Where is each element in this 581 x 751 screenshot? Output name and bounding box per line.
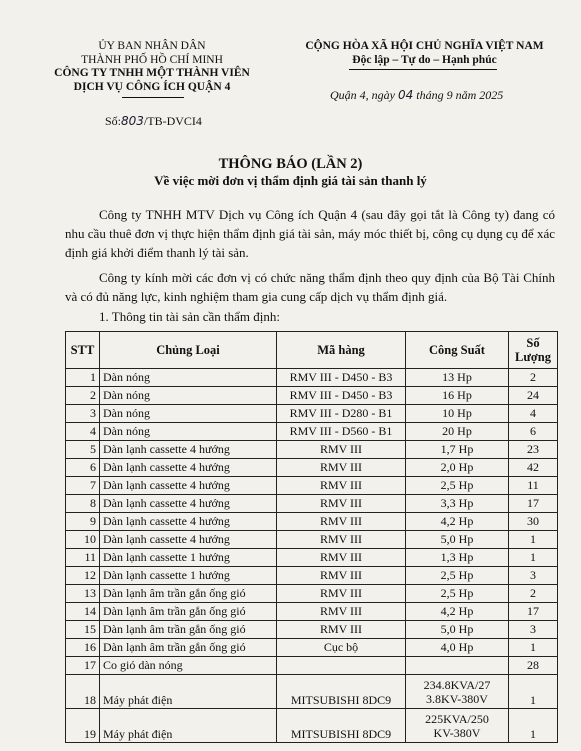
cell-type: Dàn nóng	[100, 423, 277, 441]
cell-stt: 16	[66, 639, 100, 657]
table-row	[66, 441, 558, 459]
cell-type: Dàn lạnh cassette 4 hướng	[100, 441, 277, 459]
cell-model: RMV III	[277, 585, 406, 603]
cell-type: Dàn nóng	[100, 387, 277, 405]
capacity-line: KV-380V	[433, 725, 481, 740]
cell-stt: 6	[66, 459, 100, 477]
cell-type: Dàn lạnh âm trần gắn ống gió	[100, 621, 277, 639]
issuer-underline	[122, 97, 184, 98]
table-row	[66, 567, 558, 585]
section-asset-info: 1. Thông tin tài sản cần thẩm định:	[99, 309, 281, 324]
cell-type: Máy phát điện	[100, 675, 277, 709]
cell-capacity: 4,0 Hp	[406, 639, 509, 657]
cell-capacity: 1,3 Hp	[406, 549, 509, 567]
cell-qty: 30	[509, 513, 558, 531]
cell-stt: 7	[66, 477, 100, 495]
cell-model: RMV III	[277, 549, 406, 567]
table-row	[66, 657, 558, 675]
doc-number-suffix: /TB-DVCI4	[143, 114, 202, 128]
cell-stt: 13	[66, 585, 100, 603]
cell-capacity: 4,2 Hp	[406, 513, 509, 531]
cell-qty: 3	[509, 567, 558, 585]
cell-model: RMV III	[277, 621, 406, 639]
cell-qty: 28	[509, 657, 558, 675]
cell-stt: 4	[66, 423, 100, 441]
cell-model: RMV III - D280 - B1	[277, 405, 406, 423]
cell-model	[277, 657, 406, 675]
doc-number-prefix: Số:	[105, 114, 122, 128]
cell-capacity: 2,5 Hp	[406, 477, 509, 495]
cell-capacity: 5,0 Hp	[406, 621, 509, 639]
cell-stt: 12	[66, 567, 100, 585]
table-row	[66, 405, 558, 423]
table-row	[66, 495, 558, 513]
cell-qty: 3	[509, 621, 558, 639]
table-row	[66, 603, 558, 621]
cell-stt: 1	[66, 369, 100, 387]
paragraph-invitation: Công ty kính mời các đơn vị có chức năng thẩm định theo quy định của Bộ Tài Chính và có đủ năng lực, kinh nghiệm tham gia cung cấp dịch vụ thẩm định giá.	[65, 270, 555, 304]
cell-model: RMV III	[277, 477, 406, 495]
cell-model: RMV III	[277, 459, 406, 477]
cell-stt: 14	[66, 603, 100, 621]
cell-type: Dàn lạnh âm trần gắn ống gió	[100, 603, 277, 621]
cell-capacity: 20 Hp	[406, 423, 509, 441]
cell-model: MITSUBISHI 8DC9	[277, 675, 406, 709]
cell-type: Dàn lạnh cassette 4 hướng	[100, 477, 277, 495]
table-row	[66, 513, 558, 531]
national-motto: Độc lập – Tự do – Hạnh phúc	[352, 53, 497, 66]
date-suffix: tháng 9 năm 2025	[416, 88, 504, 102]
cell-model: RMV III	[277, 495, 406, 513]
cell-qty: 1	[509, 675, 558, 709]
cell-qty: 2	[509, 585, 558, 603]
asset-table	[65, 331, 558, 743]
cell-stt: 17	[66, 657, 100, 675]
table-row	[66, 531, 558, 549]
cell-capacity: 2,5 Hp	[406, 585, 509, 603]
date-day-handwritten: 04	[398, 88, 414, 102]
document-date	[330, 88, 503, 103]
cell-qty: 4	[509, 405, 558, 423]
cell-type: Dàn lạnh cassette 4 hướng	[100, 459, 277, 477]
issuer-line-3: CÔNG TY TNHH MỘT THÀNH VIÊN	[54, 67, 250, 79]
cell-stt: 19	[66, 709, 100, 743]
cell-capacity: 2,5 Hp	[406, 567, 509, 585]
cell-stt: 5	[66, 441, 100, 459]
cell-type: Dàn lạnh âm trần gắn ống gió	[100, 585, 277, 603]
cell-qty: 42	[509, 459, 558, 477]
header-qty: Số Lượng	[509, 332, 558, 369]
cell-stt: 8	[66, 495, 100, 513]
table-row	[66, 675, 558, 709]
cell-qty: 1	[509, 549, 558, 567]
header-model: Mã hàng	[277, 332, 406, 369]
cell-model: MITSUBISHI 8DC9	[277, 709, 406, 743]
cell-qty: 24	[509, 387, 558, 405]
table-row	[66, 387, 558, 405]
motto-underline	[349, 69, 497, 70]
cell-qty: 2	[509, 369, 558, 387]
cell-type: Dàn lạnh cassette 1 hướng	[100, 567, 277, 585]
cell-qty: 1	[509, 531, 558, 549]
cell-qty: 1	[509, 709, 558, 743]
cell-model: RMV III	[277, 441, 406, 459]
cell-type: Dàn nóng	[100, 405, 277, 423]
table-row	[66, 585, 558, 603]
cell-qty: 6	[509, 423, 558, 441]
cell-model: RMV III - D450 - B3	[277, 387, 406, 405]
cell-capacity: 16 Hp	[406, 387, 509, 405]
cell-capacity: 1,7 Hp	[406, 441, 509, 459]
notice-subtitle: Về việc mời đơn vị thẩm định giá tài sản thanh lý	[154, 173, 427, 188]
cell-model: RMV III	[277, 531, 406, 549]
cell-stt: 11	[66, 549, 100, 567]
cell-type: Dàn nóng	[100, 369, 277, 387]
cell-model: RMV III	[277, 603, 406, 621]
table-row	[66, 459, 558, 477]
country-name: CỘNG HÒA XÃ HỘI CHỦ NGHĨA VIỆT NAM	[305, 40, 544, 52]
cell-type: Co gió dàn nóng	[100, 657, 277, 675]
cell-capacity	[406, 675, 509, 709]
cell-stt: 15	[66, 621, 100, 639]
cell-model: RMV III	[277, 513, 406, 531]
cell-type: Dàn lạnh cassette 4 hướng	[100, 495, 277, 513]
table-row	[66, 639, 558, 657]
header-stt: STT	[66, 332, 100, 369]
table-row	[66, 423, 558, 441]
cell-stt: 10	[66, 531, 100, 549]
cell-qty: 17	[509, 603, 558, 621]
cell-capacity	[406, 657, 509, 675]
table-header-row	[66, 332, 558, 369]
cell-capacity: 3,3 Hp	[406, 495, 509, 513]
cell-type: Máy phát điện	[100, 709, 277, 743]
cell-qty: 17	[509, 495, 558, 513]
header-capacity: Công Suất	[406, 332, 509, 369]
cell-stt: 9	[66, 513, 100, 531]
cell-model: RMV III	[277, 567, 406, 585]
capacity-line: 3.8KV-380V	[426, 691, 488, 706]
cell-capacity: 10 Hp	[406, 405, 509, 423]
table-row	[66, 621, 558, 639]
cell-type: Dàn lạnh âm trần gắn ống gió	[100, 639, 277, 657]
issuer-line-2: THÀNH PHỐ HỒ CHÍ MINH	[81, 53, 223, 66]
capacity-line: 225KVA/250	[425, 711, 489, 726]
national-motto-block	[282, 40, 567, 67]
cell-model: RMV III - D450 - B3	[277, 369, 406, 387]
doc-number-handwritten: 803	[121, 114, 144, 128]
date-prefix: Quận 4, ngày	[330, 88, 395, 102]
cell-type: Dàn lạnh cassette 4 hướng	[100, 531, 277, 549]
cell-qty: 23	[509, 441, 558, 459]
table-row	[66, 709, 558, 743]
cell-model: RMV III - D560 - B1	[277, 423, 406, 441]
issuer-block	[36, 40, 268, 94]
cell-qty: 11	[509, 477, 558, 495]
table-row	[66, 549, 558, 567]
cell-type: Dàn lạnh cassette 4 hướng	[100, 513, 277, 531]
cell-capacity: 4,2 Hp	[406, 603, 509, 621]
issuer-line-4: DỊCH VỤ CÔNG ÍCH QUẬN 4	[73, 80, 231, 93]
cell-capacity: 2,0 Hp	[406, 459, 509, 477]
cell-stt: 2	[66, 387, 100, 405]
cell-qty: 1	[509, 639, 558, 657]
cell-type: Dàn lạnh cassette 1 hướng	[100, 549, 277, 567]
document-number	[105, 114, 202, 129]
cell-stt: 3	[66, 405, 100, 423]
cell-capacity: 13 Hp	[406, 369, 509, 387]
issuer-line-1: ỦY BAN NHÂN DÂN	[98, 40, 206, 52]
capacity-line: 234.8KVA/27	[423, 677, 491, 692]
table-row	[66, 477, 558, 495]
table-row	[66, 369, 558, 387]
header-type: Chủng Loại	[100, 332, 277, 369]
cell-capacity: 5,0 Hp	[406, 531, 509, 549]
cell-capacity	[406, 709, 509, 743]
cell-model: Cục bộ	[277, 639, 406, 657]
notice-title: THÔNG BÁO (LẦN 2)	[218, 156, 363, 172]
cell-stt: 18	[66, 675, 100, 709]
paragraph-intro: Công ty TNHH MTV Dịch vụ Công ích Quận 4 (sau đây gọi tắt là Công ty) đang có nhu cầu thuê đơn vị thực hiện thẩm định giá tài sản, máy móc thiết bị, công cụ dụng cụ để xác định giá khởi điểm thanh lý tài sản.	[65, 207, 555, 260]
